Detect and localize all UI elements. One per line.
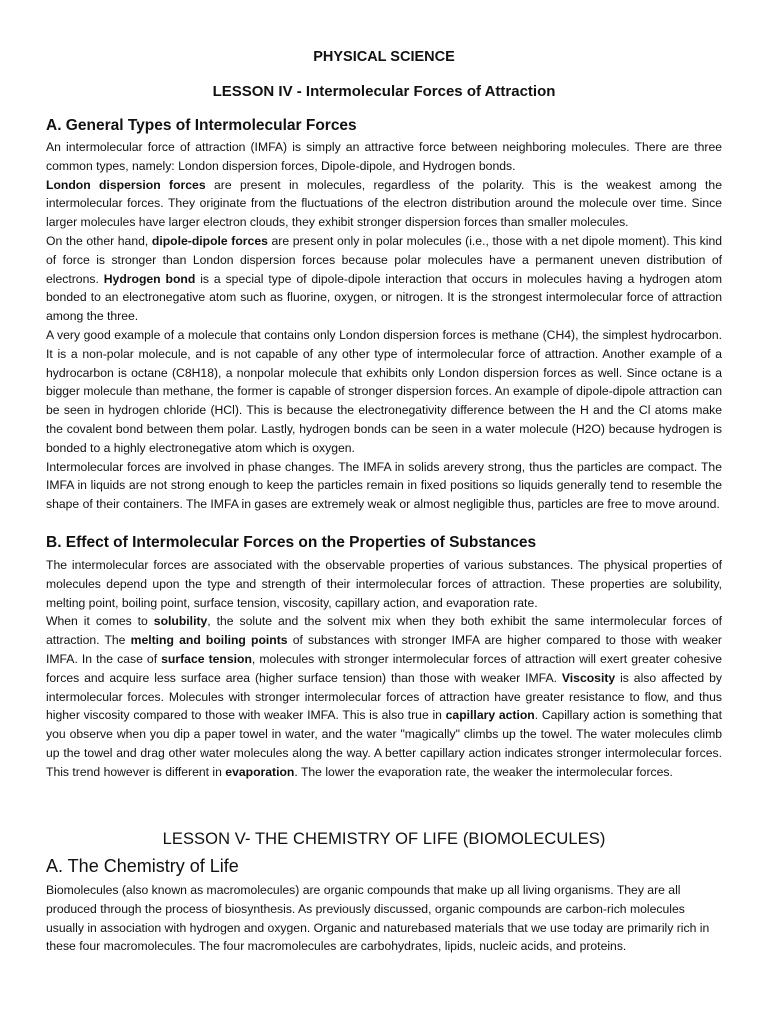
- evaporation-term: evaporation: [225, 764, 295, 779]
- section-b-paragraph-1: The intermolecular forces are associated with the observable properties of various substances. The physical properties of molecules depend upon the type and strength of their intermolecular forces of attraction. These properties are solubility, melting point, boiling point, surface tension, viscosity, capillary action, and evaporation rate.: [46, 558, 722, 610]
- document-title: PHYSICAL SCIENCE: [313, 49, 455, 65]
- paragraph-text: is a special type of dipole-dipole interaction that occurs in molecules having a hydrogen atom bonded to an electronegative atom such as fluorine, oxygen, or nitrogen. It is the strongest intermolecular force of attraction among the three.: [46, 271, 723, 324]
- section-a-paragraph-2: [46, 232, 722, 326]
- section-b-body: [46, 556, 722, 782]
- section-b-heading: B. Effect of Intermolecular Forces on the Properties of Substances: [46, 534, 537, 551]
- section-a-heading: A. General Types of Intermolecular Forces: [46, 117, 357, 134]
- capillary-action-term: capillary action: [445, 708, 535, 723]
- paragraph-text: . The lower the evaporation rate, the weaker the intermolecular forces.: [294, 764, 673, 779]
- lesson5-section-a-body: [46, 881, 722, 956]
- section-a-paragraph-3: A very good example of a molecule that contains only London dispersion forces is methane (CH4), the simplest hydrocarbon. It is a non-polar molecule, and is not capable of any other type of intermolecular force of attraction. Another example of a hydrocarbon is octane (C8H18), a nonpolar molecule that exhibits only London dispersion forces as well. Since octane is a bigger molecule than methane, the former is capable of stronger dispersion forces. An example of dipole-dipole attraction can be seen in hydrogen chloride (HCl). This is because the electronegativity difference between the H and the Cl atoms make the covalent bond between them polar. Lastly, hydrogen bonds can be seen in a water molecule (H2O) because hydrogen is bonded to a highly electronegative atom which is oxygen.: [46, 327, 722, 455]
- paragraph-text: , the solute and the solvent mix when they both exhibit the same intermolecular forces of attraction. The: [46, 614, 722, 648]
- hydrogen-bond-term: Hydrogen bond: [103, 271, 196, 286]
- section-a-paragraph-1: [46, 176, 722, 232]
- paragraph-text: When it comes to: [46, 614, 154, 629]
- section-a-paragraph-4: Intermolecular forces are involved in phase changes. The IMFA in solids arevery strong, thus the particles are compact. The IMFA in liquids are not strong enough to keep the particles remain in fixed positions so liquids generally tend to resemble the shape of their containers. The IMFA in gases are extremely weak or almost negligible thus, particles are free to move around.: [46, 459, 722, 512]
- paragraph-text: . Capillary action is something that you observe when you dip a paper towel in water, and the water "magically" climbs up the towel. The water molecules climb up the towel and drag other water molecules along the way. A better capillary action indicates stronger intermolecular forces. This trend however is different in: [46, 708, 722, 779]
- solubility-term: solubility: [153, 614, 208, 629]
- lesson5-title: LESSON V- THE CHEMISTRY OF LIFE (BIOMOLECULES): [162, 830, 606, 848]
- paragraph-text: are present in molecules, regardless of the polarity. This is the weakest among the intermolecular forces. They originate from the fluctuations of the electron distribution around the molecule over time. Since larger molecules have larger electron clouds, they exhibit stronger dispersion forces than smaller molecules.: [46, 177, 722, 230]
- paragraph-text: of substances with stronger IMFA are higher compared to those with weaker IMFA. In the case of: [46, 633, 722, 666]
- dipole-dipole-term: dipole-dipole forces: [151, 233, 268, 248]
- surface-tension-term: surface tension: [161, 651, 252, 666]
- paragraph-text: , molecules with stronger intermolecular forces of attraction will exert greater cohesive forces and acquire less surface area (higher surface tension) than those with weaker IMFA.: [46, 651, 722, 685]
- paragraph-text: are present only in polar molecules (i.e., those with a net dipole moment). This kind of force is stronger than London dispersion forces because polar molecules have a permanent uneven distribution of electrons.: [46, 233, 723, 286]
- melting-boiling-term: melting and boiling points: [130, 633, 288, 648]
- section-a-intro: An intermolecular force of attraction (IMFA) is simply an attractive force between neighboring molecules. There are three common types, namely: London dispersion forces, Dipole-dipole, and Hydrogen bonds.: [46, 140, 722, 173]
- section-b-paragraph-2: [46, 612, 722, 781]
- lesson4-title: LESSON IV - Intermolecular Forces of Attraction: [212, 83, 556, 100]
- lesson5-section-a-heading: A. The Chemistry of Life: [46, 856, 239, 876]
- section-a-body: [46, 138, 722, 514]
- paragraph-text: On the other hand,: [46, 233, 152, 248]
- london-dispersion-term: London dispersion forces: [46, 177, 206, 192]
- viscosity-term: Viscosity: [561, 670, 616, 685]
- paragraph-text: is also affected by intermolecular forces. Molecules with stronger intermolecular forces of attraction have greater resistance to flow, and thus higher viscosity compared to those with weaker IMFA. This is also true in: [46, 670, 722, 723]
- lesson5-paragraph-1: Biomolecules (also known as macromolecules) are organic compounds that make up all living organisms. They are all produced through the process of biosynthesis. As previously discussed, organic compounds are carbon-rich molecules usually in association with hydrogen and oxygen. Organic and naturebased materials that we use today are primarily rich in these four macromolecules. The four macromolecules are carbohydrates, lipids, nucleic acids, and proteins.: [46, 883, 710, 954]
